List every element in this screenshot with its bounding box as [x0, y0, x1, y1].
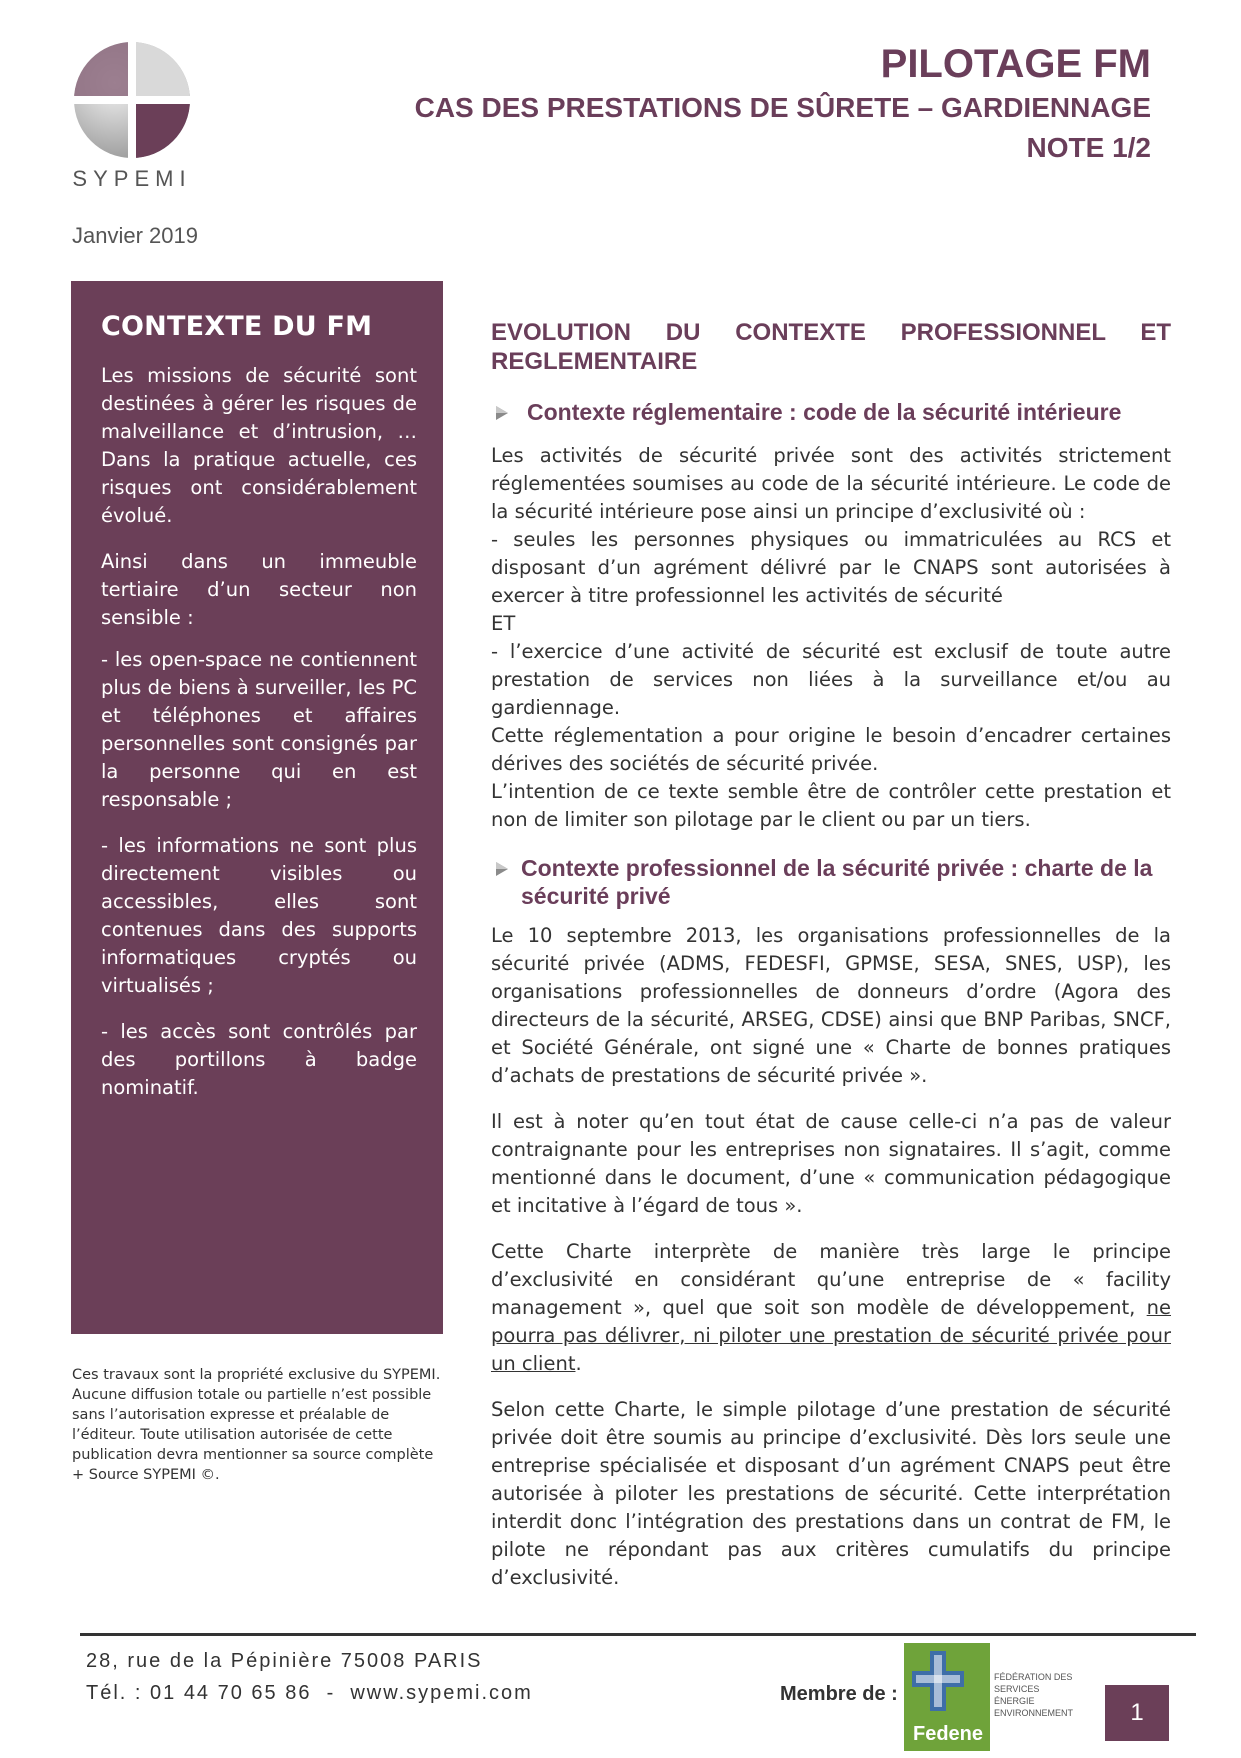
paragraph-text: .	[575, 1352, 582, 1375]
logo-text: SYPEMI	[72, 166, 192, 191]
fedene-caption: FÉDÉRATION DES SERVICES ÉNERGIE ENVIRONNEMENT	[994, 1672, 1074, 1718]
section-title	[491, 318, 1171, 376]
paragraph: Selon cette Charte, le simple pilotage d’une prestation de sécurité privée doit être soumis au principe d’exclusivité. Dès lors seule une entreprise spécialisée et disposant d’un agrément CNAPS peut être autorisée à piloter les prestations de sécurité. Cette interprétation interdit donc l’intégration des prestations dans un contrat de FM, le pilote ne répondant pas aux critères cumulatifs du principe d’exclusivité.	[491, 1398, 1171, 1589]
subsection-body-1	[491, 442, 1171, 834]
footer-address: 28, rue de la Pépinière 75008 PARIS	[86, 1650, 483, 1672]
subsection-title-text: Contexte réglementaire : code de la sécurité intérieure	[527, 399, 1122, 425]
subsection-title-1	[491, 398, 1171, 426]
sypemi-logo	[70, 38, 194, 162]
fedene-logo	[904, 1643, 1082, 1753]
sidebar-context-box	[71, 281, 443, 1334]
paragraph: ET	[491, 612, 516, 635]
paragraph: - seules les personnes physiques ou immatriculées au RCS et disposant d’un agrément délivré par le CNAPS sont autorisées à exercer à titre professionnel les activités de sécurité	[491, 528, 1171, 607]
sidebar-heading: CONTEXTE DU FM	[101, 311, 373, 342]
paragraph	[491, 1238, 1171, 1378]
note-number: NOTE 1/2	[1026, 132, 1151, 163]
section-title-line2: REGLEMENTAIRE	[491, 348, 698, 375]
sidebar-paragraph: Les missions de sécurité sont destinées à gérer les risques de malveillance et d’intrusion, … Dans la pratique actuelle, ces risques ont considérablement évolué.	[101, 364, 417, 527]
membre-label: Membre de :	[780, 1683, 898, 1705]
sidebar-paragraph: - les open-space ne contiennent plus de biens à surveiller, les PC et téléphones et affaires personnelles sont consignés par la personne qui en est responsable ;	[101, 648, 417, 811]
paragraph-text: Cette Charte interprète de manière très large le principe d’exclusivité en considérant qu’une entreprise de « facility management », quel que soit son modèle de développement,	[491, 1240, 1171, 1319]
paragraph: Cette réglementation a pour origine le besoin d’encadrer certaines dérives des sociétés de sécurité privée.	[491, 724, 1171, 775]
page-subtitle: CAS DES PRESTATIONS DE SÛRETE – GARDIENNAGE	[414, 92, 1151, 123]
sidebar-paragraph: - les accès sont contrôlés par des portillons à badge nominatif.	[101, 1020, 417, 1099]
bullet-arrow-icon	[493, 860, 511, 878]
paragraph: Le 10 septembre 2013, les organisations professionnelles de la sécurité privée (ADMS, FEDESFI, GPMSE, SESA, SNES, USP), les organisations professionnelles de donneurs d’ordre (Agora des directeurs de la sécurité, ARSEG, CDSE) ainsi que BNP Paribas, SNCF, et Société Générale, ont signé une « Charte de bonnes pratiques d’achats de prestations de sécurité privée ».	[491, 924, 1171, 1087]
footer-contact: Tél. : 01 44 70 65 86 - www.sypemi.com	[86, 1682, 533, 1704]
section-title-line1: EVOLUTION DU CONTEXTE PROFESSIONNEL ET	[491, 319, 1171, 346]
paragraph: Il est à noter qu’en tout état de cause celle-ci n’a pas de valeur contraignante pour les entreprises non signataires. Il s’agit, comme mentionné dans le document, d’une « communication pédagogique et incitative à l’égard de tous ».	[491, 1110, 1171, 1217]
bullet-arrow-icon	[493, 404, 511, 422]
paragraph: - l’exercice d’une activité de sécurité est exclusif de toute autre prestation de services non liées à la surveillance et/ou au gardiennage.	[491, 640, 1171, 719]
subsection-title-2	[491, 854, 1171, 910]
main-content	[491, 318, 1171, 1592]
underlined-text: ne pourra pas délivrer, ni piloter une prestation de sécurité privée pour un client	[491, 1296, 1171, 1375]
subsection-title-text: Contexte professionnel de la sécurité privée : charte de la sécurité privé	[521, 855, 1153, 909]
footer-divider	[80, 1633, 1196, 1636]
sidebar-paragraph: Ainsi dans un immeuble tertiaire d’un secteur non sensible :	[101, 550, 417, 629]
publication-date: Janvier 2019	[72, 223, 198, 248]
copyright-notice: Ces travaux sont la propriété exclusive du SYPEMI. Aucune diffusion totale ou partielle n’est possible sans l’autorisation expresse et préalable de l’éditeur. Toute utilisation autorisée de cette publication devra mentionner sa source complète + Source SYPEMI ©.	[72, 1367, 441, 1483]
sypemi-sphere-icon	[70, 38, 194, 162]
sidebar-paragraph: - les informations ne sont plus directement visibles ou accessibles, elles sont contenues dans des supports informatiques cryptés ou virtualisés ;	[101, 834, 417, 997]
page-number: 1	[1105, 1685, 1169, 1741]
paragraph: L’intention de ce texte semble être de contrôler cette prestation et non de limiter son pilotage par le client ou par un tiers.	[491, 780, 1171, 831]
page-title: PILOTAGE FM	[880, 42, 1151, 86]
fedene-name: Fedene	[912, 1723, 984, 1745]
paragraph: Les activités de sécurité privée sont des activités strictement réglementées soumises au code de la sécurité intérieure. Le code de la sécurité intérieure pose ainsi un principe d’exclusivité où :	[491, 444, 1171, 523]
